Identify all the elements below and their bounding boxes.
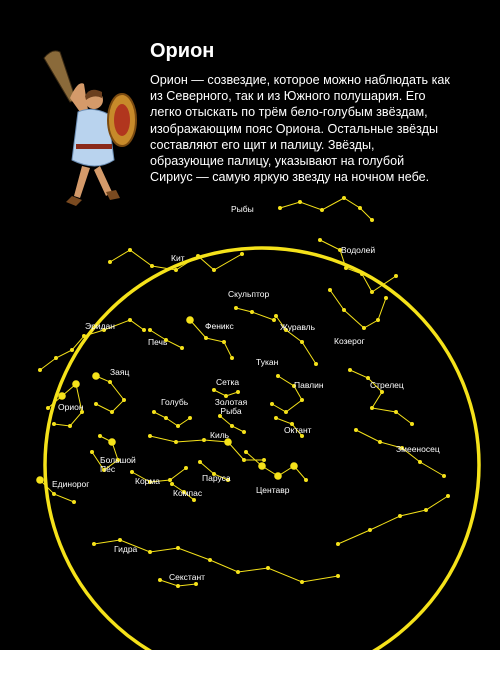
aquarius-figure-star [318, 238, 322, 242]
lepus-figure-star [94, 402, 98, 406]
cetus-figure-star [108, 260, 112, 264]
fornax-figure-star [180, 346, 184, 350]
carina-figure-line [150, 436, 264, 460]
canis-major-figure-star [98, 434, 102, 438]
label-dorado: Золотая Рыба [214, 397, 248, 416]
fishes-figure-star [358, 206, 362, 210]
sculptor-figure-star [250, 310, 254, 314]
aquarius-figure-star [360, 272, 364, 276]
carina-figure-star [174, 440, 178, 444]
cetus-figure-star [174, 268, 178, 272]
sextans-figure-star [158, 578, 162, 582]
southern-tail-figure-star [446, 494, 450, 498]
label-fornax: Печь [148, 337, 168, 347]
label-fishes: Рыбы [231, 204, 254, 214]
grus-figure-star [300, 340, 304, 344]
reticulum-figure-star [212, 388, 216, 392]
fornax-figure-star [148, 328, 152, 332]
phoenix-figure-star [230, 356, 234, 360]
canis-major-figure-star [90, 450, 94, 454]
sagittarius-figure-star [380, 390, 384, 394]
grus-figure-star [314, 362, 318, 366]
vela-figure-star [198, 460, 202, 464]
carina-figure-star [262, 458, 266, 462]
grus-figure-star [274, 314, 278, 318]
hydra-figure-star [118, 538, 122, 542]
sculptor-figure-star [272, 318, 276, 322]
cetus-figure-star [196, 254, 200, 258]
columba-figure-star [164, 416, 168, 420]
sculptor-figure [234, 306, 276, 322]
lepus-figure-star [108, 380, 112, 384]
lepus-figure [92, 372, 126, 414]
label-lepus: Заяц [110, 367, 130, 377]
carina-figure-star [148, 434, 152, 438]
label-capricorn: Козерог [334, 336, 365, 346]
pavo-figure-star [270, 402, 274, 406]
hydra-figure-star [336, 574, 340, 578]
serpens-figure-star [442, 474, 446, 478]
label-pyxis: Компас [173, 488, 203, 498]
label-serpens: Змееносец [396, 444, 440, 454]
label-carina: Киль [210, 430, 230, 440]
phoenix-figure-star [222, 340, 226, 344]
puppis-figure-star [168, 478, 172, 482]
carina-figure-star [242, 458, 246, 462]
label-phoenix: Феникс [205, 321, 234, 331]
eridanus-figure-star [128, 318, 132, 322]
label-hydra: Гидра [114, 544, 138, 554]
star-map [0, 180, 500, 650]
fishes-figure-star [278, 206, 282, 210]
fishes-figure-star [320, 208, 324, 212]
centaurus-figure-star [290, 462, 298, 470]
carina-figure-star [202, 438, 206, 442]
hydra-figure-star [148, 550, 152, 554]
label-eridanus: Эридан [85, 321, 115, 331]
monoceros-figure-star [36, 476, 44, 484]
sagittarius-figure-star [370, 406, 374, 410]
phoenix-figure-star [186, 316, 194, 324]
orion-description: Орион — созвездие, которое можно наблюдать как из Северного, так и из Южного полушария. Его легко отыскать по трём бело-голубым звёздам, изображающим пояс Ориона. Остальные звёзды составляют его щит и палицу. Звёзды, образующие палицу, указывают на голубой Сириус — самую яркую звезду на ночном небе. [150, 73, 450, 185]
reticulum-figure-star [236, 390, 240, 394]
label-octans: Октант [284, 425, 312, 435]
sagittarius-figure-star [410, 422, 414, 426]
capricorn-figure-star [328, 288, 332, 292]
fishes-figure-star [370, 218, 374, 222]
label-sagittarius: Стрелец [370, 380, 404, 390]
southern-tail-figure-star [368, 528, 372, 532]
eridanus-figure-star [54, 356, 58, 360]
pavo-figure-star [284, 410, 288, 414]
pavo-figure-star [276, 374, 280, 378]
pyxis-figure-star [170, 482, 174, 486]
aquarius-figure-star [344, 266, 348, 270]
southern-tail-figure-star [398, 514, 402, 518]
sagittarius-figure-star [394, 410, 398, 414]
hydra-figure-star [300, 580, 304, 584]
canis-major-figure-star [108, 438, 116, 446]
label-cetus: Кит [171, 253, 185, 263]
centaurus-figure-star [304, 478, 308, 482]
pavo-figure-star [300, 398, 304, 402]
label-sculptor: Скульптор [228, 289, 270, 299]
orion-figure-star [58, 392, 66, 400]
hydra-figure-star [266, 566, 270, 570]
eridanus-figure-star [82, 334, 86, 338]
sagittarius-figure-star [348, 368, 352, 372]
dorado-figure-star [242, 430, 246, 434]
monoceros-figure-star [72, 500, 76, 504]
label-vela: Паруса [202, 473, 231, 483]
hydra-figure-star [176, 546, 180, 550]
capricorn-figure-star [342, 308, 346, 312]
eridanus-figure-star [38, 368, 42, 372]
label-canis-major: Большой Пёс [100, 455, 136, 474]
label-sextans: Секстант [169, 572, 206, 582]
capricorn-figure-line [330, 290, 386, 328]
capricorn-figure-star [384, 296, 388, 300]
label-monoceros: Единорог [52, 479, 90, 489]
lepus-figure-star [122, 398, 126, 402]
southern-tail-figure-star [424, 508, 428, 512]
eridanus-figure-star [142, 328, 146, 332]
cetus-figure-star [240, 252, 244, 256]
label-puppis: Корма [135, 476, 160, 486]
label-pavo: Павлин [294, 380, 324, 390]
lepus-figure-star [110, 410, 114, 414]
centaurus-figure [244, 450, 308, 482]
lepus-figure-star [92, 372, 100, 380]
serpens-figure-star [418, 460, 422, 464]
orion-figure-star [46, 406, 50, 410]
centaurus-figure-star [274, 472, 282, 480]
pyxis-figure-star [192, 498, 196, 502]
southern-tail-figure [336, 494, 450, 546]
carina-figure [148, 434, 266, 462]
capricorn-figure-star [362, 326, 366, 330]
serpens-figure-star [378, 440, 382, 444]
phoenix-figure-star [204, 336, 208, 340]
cetus-figure-star [212, 268, 216, 272]
fishes-figure-star [342, 196, 346, 200]
columba-figure-star [188, 416, 192, 420]
label-orion: Орион [58, 402, 84, 412]
columba-figure [152, 410, 192, 428]
sextans-figure-star [194, 582, 198, 586]
sagittarius-figure-line [350, 370, 412, 424]
capricorn-figure-star [376, 318, 380, 322]
orion-figure-star [68, 424, 72, 428]
orion-figure-star [72, 380, 80, 388]
eridanus-figure-star [70, 348, 74, 352]
label-aquarius: Водолей [341, 245, 376, 255]
cetus-figure-star [128, 248, 132, 252]
sculptor-figure-star [234, 306, 238, 310]
centaurus-figure-star [258, 462, 266, 470]
serpens-figure-star [354, 428, 358, 432]
page-title: Орион [150, 40, 215, 62]
label-centaurus: Центавр [256, 485, 290, 495]
label-columba: Голубь [161, 397, 189, 407]
cetus-figure-star [150, 264, 154, 268]
octans-figure-star [274, 416, 278, 420]
columba-figure-star [152, 410, 156, 414]
columba-figure-line [154, 412, 190, 426]
bottom-white-strip [0, 650, 500, 675]
sextans-figure-star [176, 584, 180, 588]
aquarius-figure-star [394, 274, 398, 278]
orion-figure-star [52, 422, 56, 426]
hydra-figure-star [208, 558, 212, 562]
hydra-figure-star [236, 570, 240, 574]
label-reticulum: Сетка [216, 377, 240, 387]
sculptor-figure-line [236, 308, 274, 320]
capricorn-figure [328, 288, 388, 330]
puppis-figure-star [184, 466, 188, 470]
fishes-figure [278, 196, 374, 222]
fishes-figure-star [298, 200, 302, 204]
monoceros-figure-star [52, 492, 56, 496]
hydra-figure-star [92, 542, 96, 546]
columba-figure-star [176, 424, 180, 428]
southern-tail-figure-star [336, 542, 340, 546]
dorado-figure-star [230, 424, 234, 428]
centaurus-figure-star [244, 450, 248, 454]
label-tucana: Тукан [256, 357, 279, 367]
fishes-figure-line [280, 198, 372, 220]
aquarius-figure-star [370, 290, 374, 294]
southern-tail-figure-line [338, 496, 448, 544]
sagittarius-figure [348, 368, 414, 426]
label-grus: Журавль [280, 322, 316, 332]
